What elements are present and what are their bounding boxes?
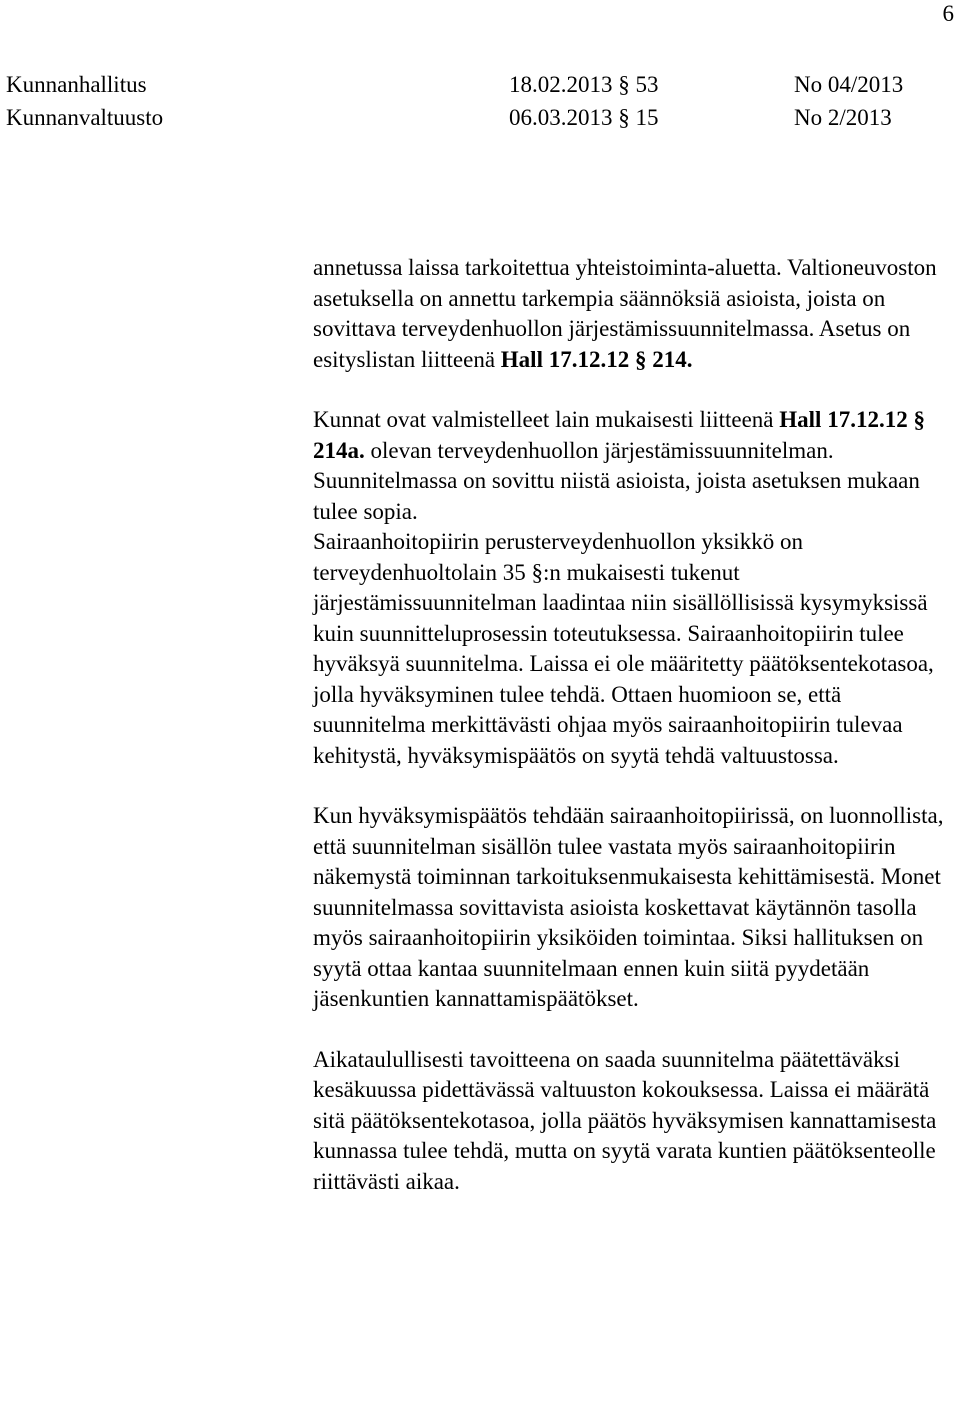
paragraph-1 (313, 253, 945, 375)
page-number: 6 (942, 1, 954, 26)
meeting-header (6, 68, 903, 134)
paragraph-text: Sairaanhoitopiirin perusterveydenhuollon yksikkö on terveydenhuoltolain 35 §:n mukaisesti tukenut järjestämissuunnitelman laadintaa niin sisällöllisissä kysymyksissä kuin suunnitteluprosessin toteutuksessa. Sairaanhoitopiirin tulee hyväksyä suunnitelma. Laissa ei ole määritetty päätöksentekotasoa, jolla hyväksyminen tulee tehdä. Ottaen huomioon se, että suunnitelma merkittävästi ohjaa myös sairaanhoitopiirin tulevaa kehitystä, hyväksymispäätös on syytä tehdä valtuustossa. (313, 529, 934, 768)
attachment-reference: Hall 17.12.12 § 214a. (313, 407, 925, 463)
paragraph-4 (313, 801, 945, 1015)
paragraph-text: annetussa laissa tarkoitettua yhteistoiminta-aluetta. Valtioneuvoston asetuksella on annettu tarkempia säännöksiä asioista, joista on sovittava terveydenhuollon järjestämissuunnitelmassa. Asetus on esityslistan liitteenä (313, 255, 937, 372)
header-row-council (6, 101, 903, 134)
paragraph-text: olevan terveydenhuollon järjestämissuunnitelman. Suunnitelmassa on sovittu niistä asioista, joista asetuksen mukaan tulee sopia. (313, 437, 920, 524)
body-name: Kunnanhallitus (6, 72, 147, 97)
document-body (313, 253, 945, 1197)
header-row-board (6, 68, 903, 101)
paragraph-text: Kun hyväksymispäätös tehdään sairaanhoitopiirissä, on luonnollista, että suunnitelman sisällön tulee vastata myös sairaanhoitopiirin näkemystä toiminnan tarkoituksenmukaisesta kehittämisestä. Monet suunnitelmassa sovittavista asioista koskettavat käytännön tasolla myös sairaanhoitopiirin yksiköiden toimintaa. Siksi hallituksen on syytä ottaa kantaa suunnitelmaan ennen kuin siitä pyydetään jäsenkuntien kannattamispäätökset. (313, 803, 944, 1011)
date-section: 06.03.2013 § 15 (509, 105, 659, 130)
paragraph-2 (313, 405, 945, 527)
paragraph-text: Kunnat ovat valmistelleet lain mukaisesti liitteenä (313, 407, 780, 432)
paragraph-text: Aikataulullisesti tavoitteena on saada suunnitelma päätettäväksi kesäkuussa pidettävässä valtuuston kokouksessa. Laissa ei määrätä sitä päätöksentekotasoa, jolla päätös hyväksymisen kannattamisesta kunnassa tulee tehdä, mutta on syytä varata kuntien päätöksenteolle riittävästi aikaa. (313, 1046, 937, 1194)
body-name: Kunnanvaltuusto (6, 105, 164, 130)
document-number: No 04/2013 (794, 72, 904, 97)
paragraph-5 (313, 1045, 945, 1198)
document-number: No 2/2013 (794, 105, 892, 130)
attachment-reference: Hall 17.12.12 § 214. (500, 346, 693, 372)
date-section: 18.02.2013 § 53 (509, 72, 659, 97)
paragraph-3 (313, 527, 945, 771)
